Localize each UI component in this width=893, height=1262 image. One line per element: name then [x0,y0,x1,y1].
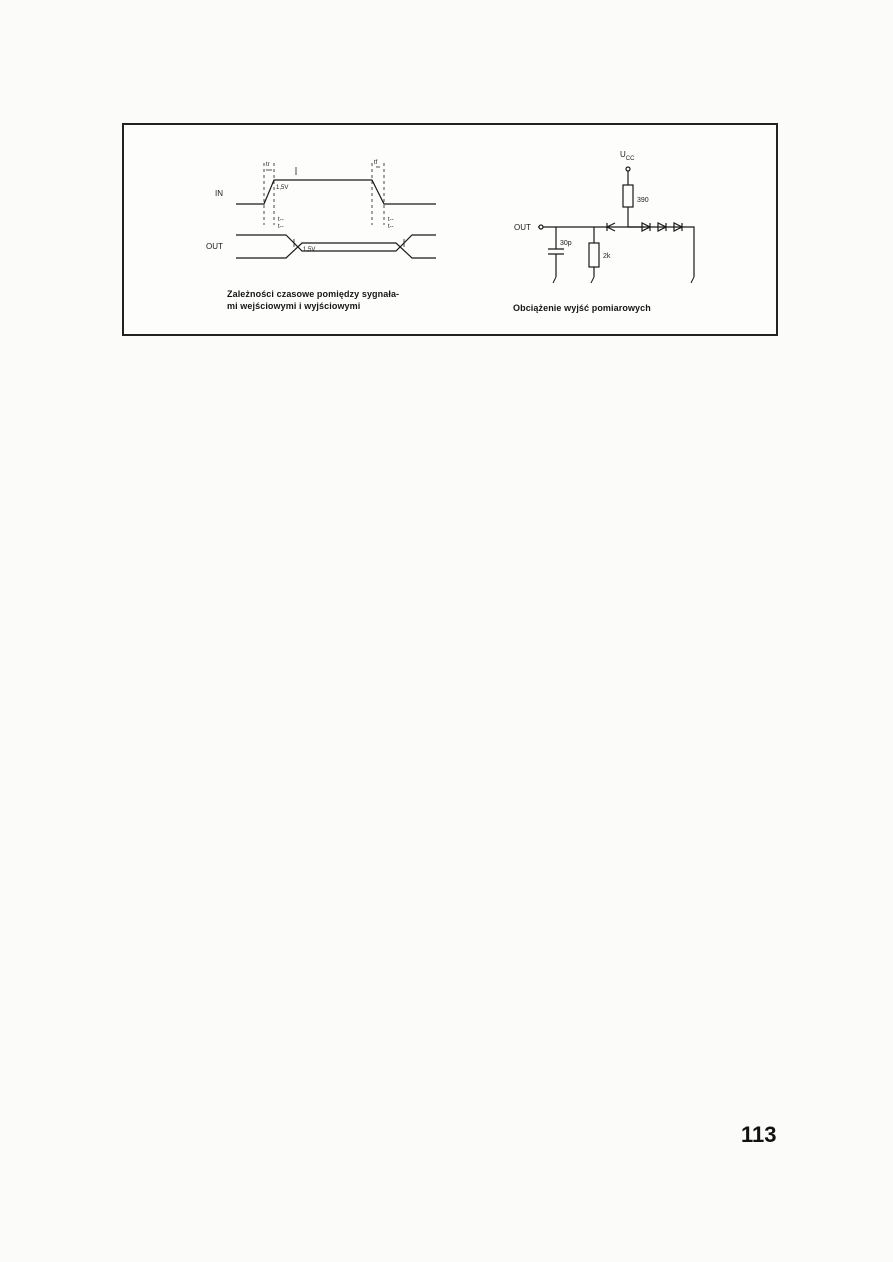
resistor-390-label: 390 [637,197,649,204]
in-threshold: 1,5V [276,185,289,191]
figure-drawing [124,125,776,334]
out-threshold: 1,5V [303,247,316,253]
supply-label [620,150,635,162]
delay-right-1: t-- [388,217,394,223]
figure-panel [122,123,778,336]
timing-caption-line-2: mi wejściowymi i wyjściowymi [227,301,361,311]
delay-left-1: t-- [278,217,284,223]
delay-right-2: t-- [388,224,394,230]
capacitor-30p [548,227,564,277]
circuit-out-label: OUT [514,223,531,232]
out-terminal [539,225,543,229]
rise-fall-markers [266,167,380,175]
in-waveform [236,180,436,204]
supply-terminal [626,167,630,171]
timing-guides [264,163,384,225]
resistor-2k [589,243,599,267]
tr-label: tr [266,162,270,168]
load-circuit [538,167,694,283]
page-number: 113 [741,1122,777,1147]
ground-marks [553,277,694,283]
circuit-caption: Obciążenie wyjść pomiarowych [513,303,651,313]
resistor-390 [623,185,633,207]
capacitor-label: 30p [560,240,572,247]
supply-main: U [620,150,626,159]
supply-subscript: CC [625,156,635,162]
delay-left-2: t-- [278,224,284,230]
timing-caption [227,288,399,312]
timing-diagram [236,163,436,258]
timing-caption-line-1: Zależności czasowe pomiędzy sygnała- [227,289,400,299]
tf-label: tf [374,160,378,166]
resistor-2k-label: 2k [603,253,611,260]
out-label: OUT [206,242,223,251]
in-label: IN [215,189,223,198]
